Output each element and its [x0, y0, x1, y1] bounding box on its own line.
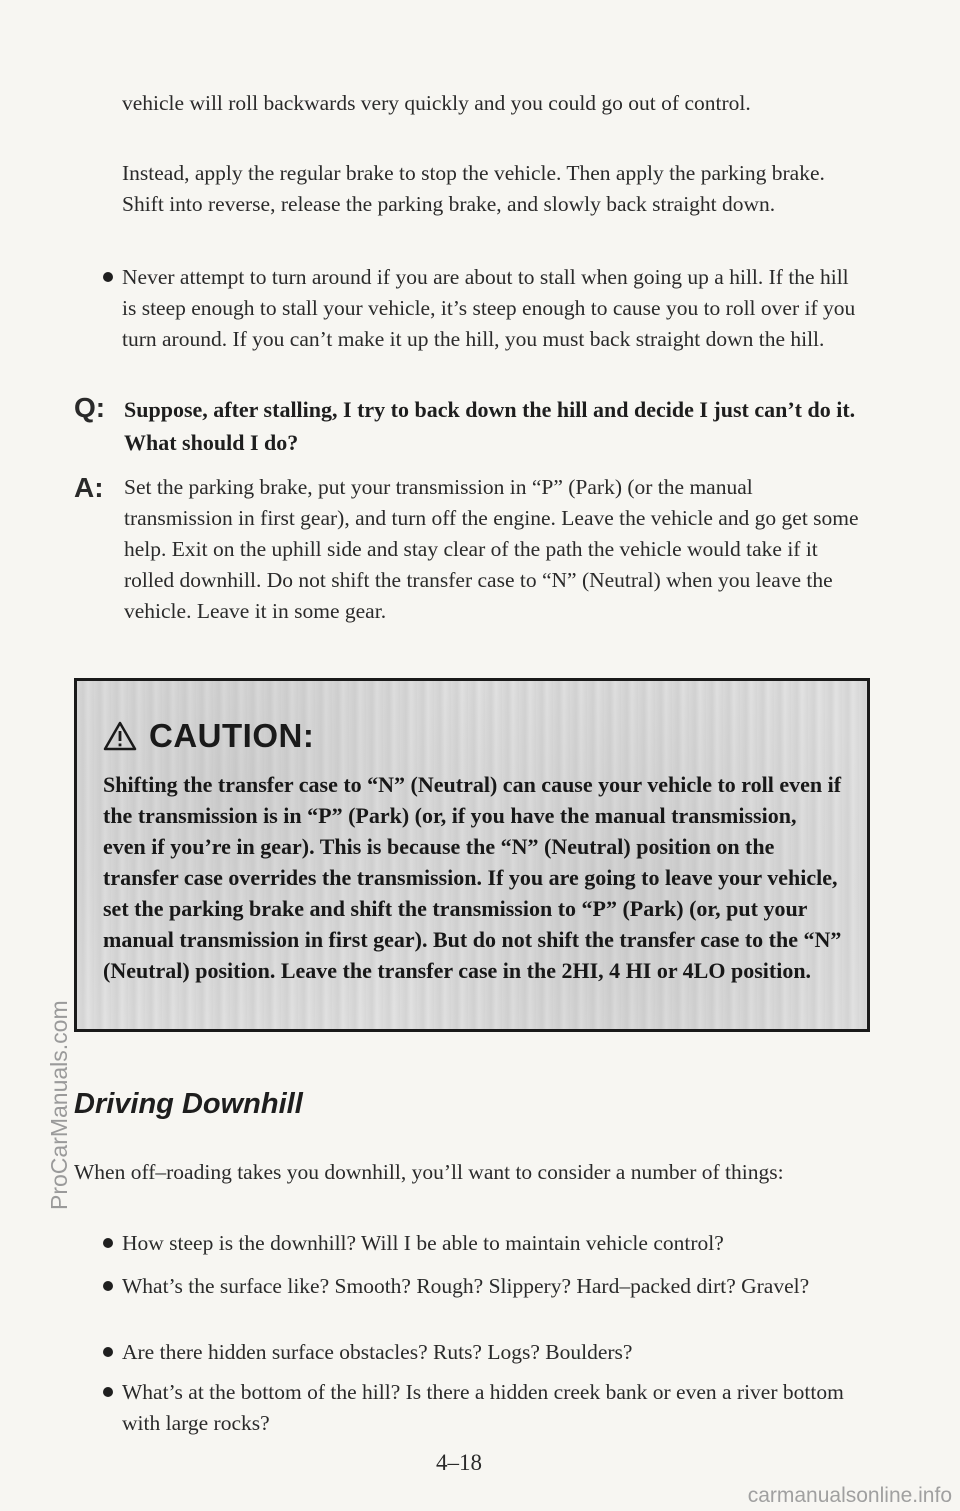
continuation-text: vehicle will roll backwards very quickly and you could go out of control. [122, 91, 751, 115]
bullet-dot [103, 1347, 113, 1357]
bullet-dot [103, 272, 113, 282]
answer-letter: A: [74, 472, 104, 503]
caution-box [74, 678, 870, 1032]
list-item: Are there hidden surface obstacles? Ruts? Logs? Boulders? [122, 1340, 633, 1364]
answer-text: Set the parking brake, put your transmission in “P” (Park) (or the manual transmission in first gear), and turn off the engine. Leave the vehicle and go get some help. Exit on the uphill side and stay clear of the path the vehicle would take if it rolled downhill. Do not shift the transfer case to “N” (Neutral) when you leave the vehicle. Leave it in some gear. [124, 475, 859, 623]
list-item: What’s the surface like? Smooth? Rough? Slippery? Hard–packed dirt? Gravel? [122, 1274, 810, 1298]
bullet-dot [103, 1238, 113, 1248]
section-intro: When off–roading takes you downhill, you’ll want to consider a number of things: [74, 1160, 784, 1184]
caution-header [103, 717, 314, 755]
bullet-dot [103, 1387, 113, 1397]
caution-title: CAUTION: [149, 717, 315, 754]
warning-triangle-icon [103, 721, 137, 751]
question-letter: Q: [74, 392, 106, 423]
page-number: 4–18 [436, 1450, 482, 1475]
footer-watermark: carmanualsonline.info [747, 1484, 952, 1507]
caution-body: Shifting the transfer case to “N” (Neutral) can cause your vehicle to roll even if the transmission is in “P” (Park) (or, if you have the manual transmission, even if you’re in gear). This is because the “N” (Neutral) position on the transfer case overrides the transmission. If you are going to leave your vehicle, set the parking brake and shift the transmission to “P” (Park) (or, put your manual transmission in first gear). But do not shift the transfer case to the “N” (Neutral) position. Leave the transfer case in the 2HI, 4 HI or 4LO position. [103, 772, 842, 983]
side-watermark: ProCarManuals.com [46, 1000, 72, 1210]
section-title: Driving Downhill [74, 1088, 303, 1120]
instead-paragraph: Instead, apply the regular brake to stop the vehicle. Then apply the parking brake. Shift into reverse, release the parking brake, and slowly back straight down. [122, 161, 825, 216]
bullet-dot [103, 1281, 113, 1291]
list-item: What’s at the bottom of the hill? Is there a hidden creek bank or even a river bottom with large rocks? [122, 1380, 844, 1435]
list-item: How steep is the downhill? Will I be able to maintain vehicle control? [122, 1231, 724, 1255]
bullet-never-turn-around: Never attempt to turn around if you are about to stall when going up a hill. If the hill is steep enough to stall your vehicle, it’s steep enough to cause you to roll over if you turn around. If you can’t make it up the hill, you must back straight down the hill. [122, 265, 856, 351]
question-text: Suppose, after stalling, I try to back down the hill and decide I just can’t do it. What should I do? [124, 397, 856, 455]
